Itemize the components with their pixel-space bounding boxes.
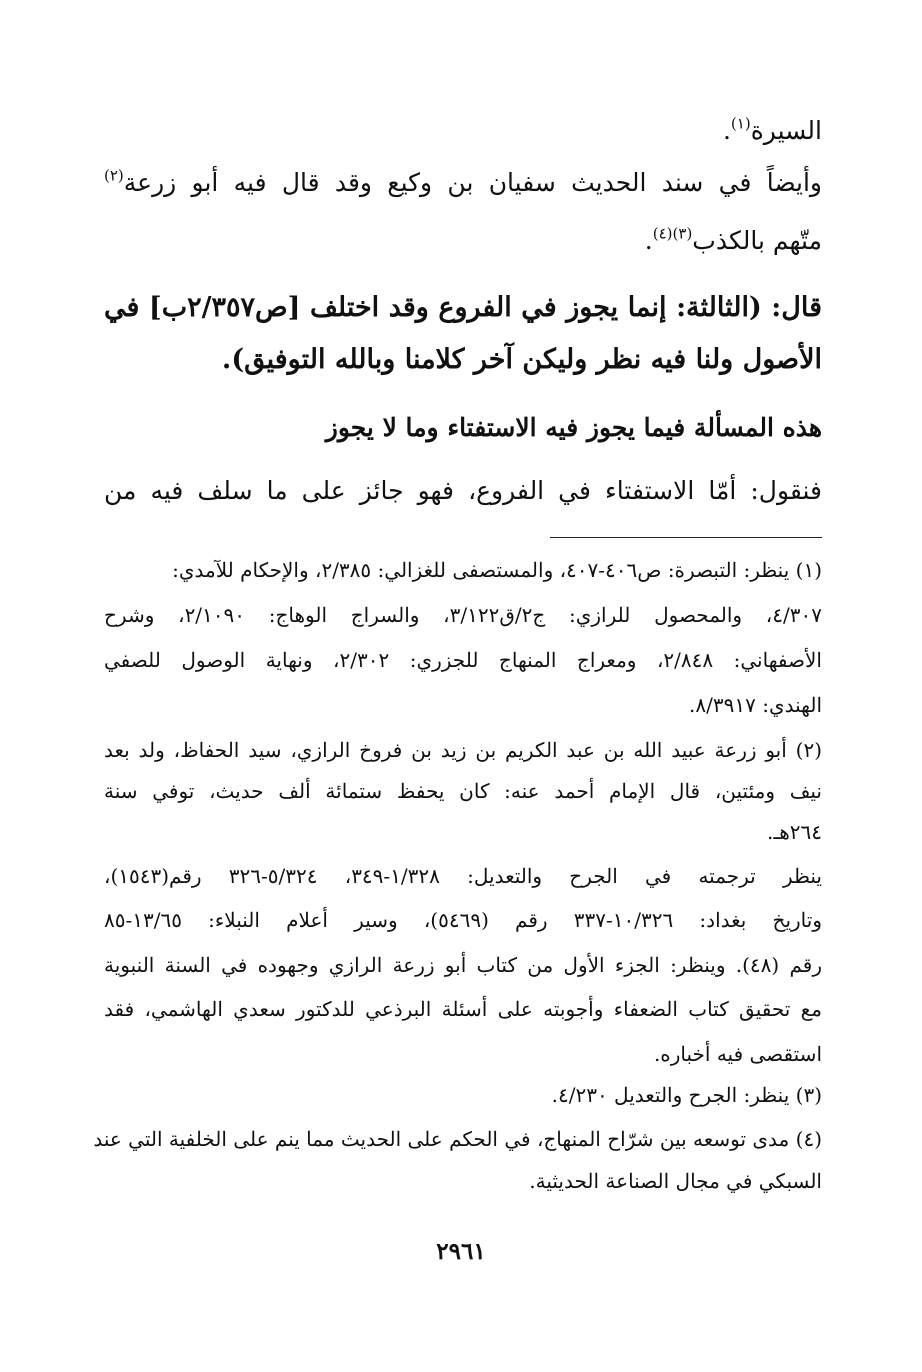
quoted-text-line-2: الأصول ولنا فيه نظر وليكن آخر كلامنا وبالله التوفيق). xyxy=(221,344,822,375)
footnote-line: ينظر ترجمته في الجرح والتعديل: ١/٣٢٨-٣٤٩، ٥/٣٢٤-٣٢٦ رقم(١٥٤٣)، xyxy=(104,864,822,888)
footnote-line: وتاريخ بغداد: ١٠/٣٢٦-٣٣٧ رقم (٥٤٦٩)، وسير أعلام النبلاء: ١٣/٦٥-٨٥ xyxy=(104,908,822,932)
footnote-line: رقم (٤٨). وينظر: الجزء الأول من كتاب أبو زرعة الرازي وجهوده في السنة النبوية xyxy=(104,953,822,977)
quoted-text-line-1: قال: (الثالثة: إنما يجوز في الفروع وقد اختلف [ص٢/٣٥٧ب] في xyxy=(104,292,822,323)
footnote-line: ٤/٣٠٧، والمحصول للرازي: ج٢/ق٣/١٢٢، والسراج الوهاج: ٢/١٠٩٠، وشرح xyxy=(104,603,822,627)
footnote-line: السبكي في مجال الصناعة الحديثية. xyxy=(529,1169,822,1193)
footnote-ref-3-4: (٣)(٤) xyxy=(652,224,693,243)
body-line-4: فنقول: أمّا الاستفتاء في الفروع، فهو جائز على ما سلف فيه من xyxy=(104,476,822,505)
page-number: ٢٩٦١ xyxy=(436,1238,486,1265)
footnote-line: (٤) مدى توسعه بين شرّاح المنهاج، في الحكم على الحديث مما ينم على الخلفية التي عند xyxy=(93,1127,822,1151)
footnote-line: مع تحقيق كتاب الضعفاء وأجوبته على أسئلة البرذعي للدكتور سعدي الهاشمي، فقد xyxy=(104,997,822,1021)
footnote-line: الهندي: ٨/٣٩١٧. xyxy=(689,693,822,717)
footnote-ref-2: (٢) xyxy=(104,166,124,185)
footnote-line: (١) ينظر: التبصرة: ص٤٠٦-٤٠٧، والمستصفى للغزالي: ٢/٣٨٥، والإحكام للآمدي: xyxy=(172,558,822,582)
footnote-separator xyxy=(550,537,822,538)
body-line-1: السيرة$^{(١)}$. xyxy=(722,114,822,145)
footnote-line: ٢٦٤هـ. xyxy=(767,820,822,844)
footnote-line: الأصفهاني: ٢/٨٤٨، ومعراج المنهاج للجزري: ٢/٣٠٢، ونهاية الوصول للصفي xyxy=(104,648,822,672)
body-line-3: متّهم بالكذب$^{(٣)(٤)}$. xyxy=(644,224,822,255)
body-line-2: وأيضاً في سند الحديث سفيان بن وكيع وقد قال فيه أبو زرعة$^{(٢)}$ xyxy=(104,166,822,197)
footnote-line: استقصى فيه أخباره. xyxy=(653,1042,822,1066)
section-heading: هذه المسألة فيما يجوز فيه الاستفتاء وما لا يجوز xyxy=(325,413,822,442)
footnote-line: (٣) ينظر: الجرح والتعديل ٤/٢٣٠. xyxy=(551,1083,822,1107)
footnote-line: (٢) أبو زرعة عبيد الله بن عبد الكريم بن زيد بن فروخ الرازي، سيد الحفاظ، ولد بعد xyxy=(104,738,822,762)
footnote-line: نيف ومئتين، قال الإمام أحمد عنه: كان يحفظ ستمائة ألف حديث، توفي سنة xyxy=(104,779,822,803)
footnote-ref-1: (١) xyxy=(730,114,751,133)
